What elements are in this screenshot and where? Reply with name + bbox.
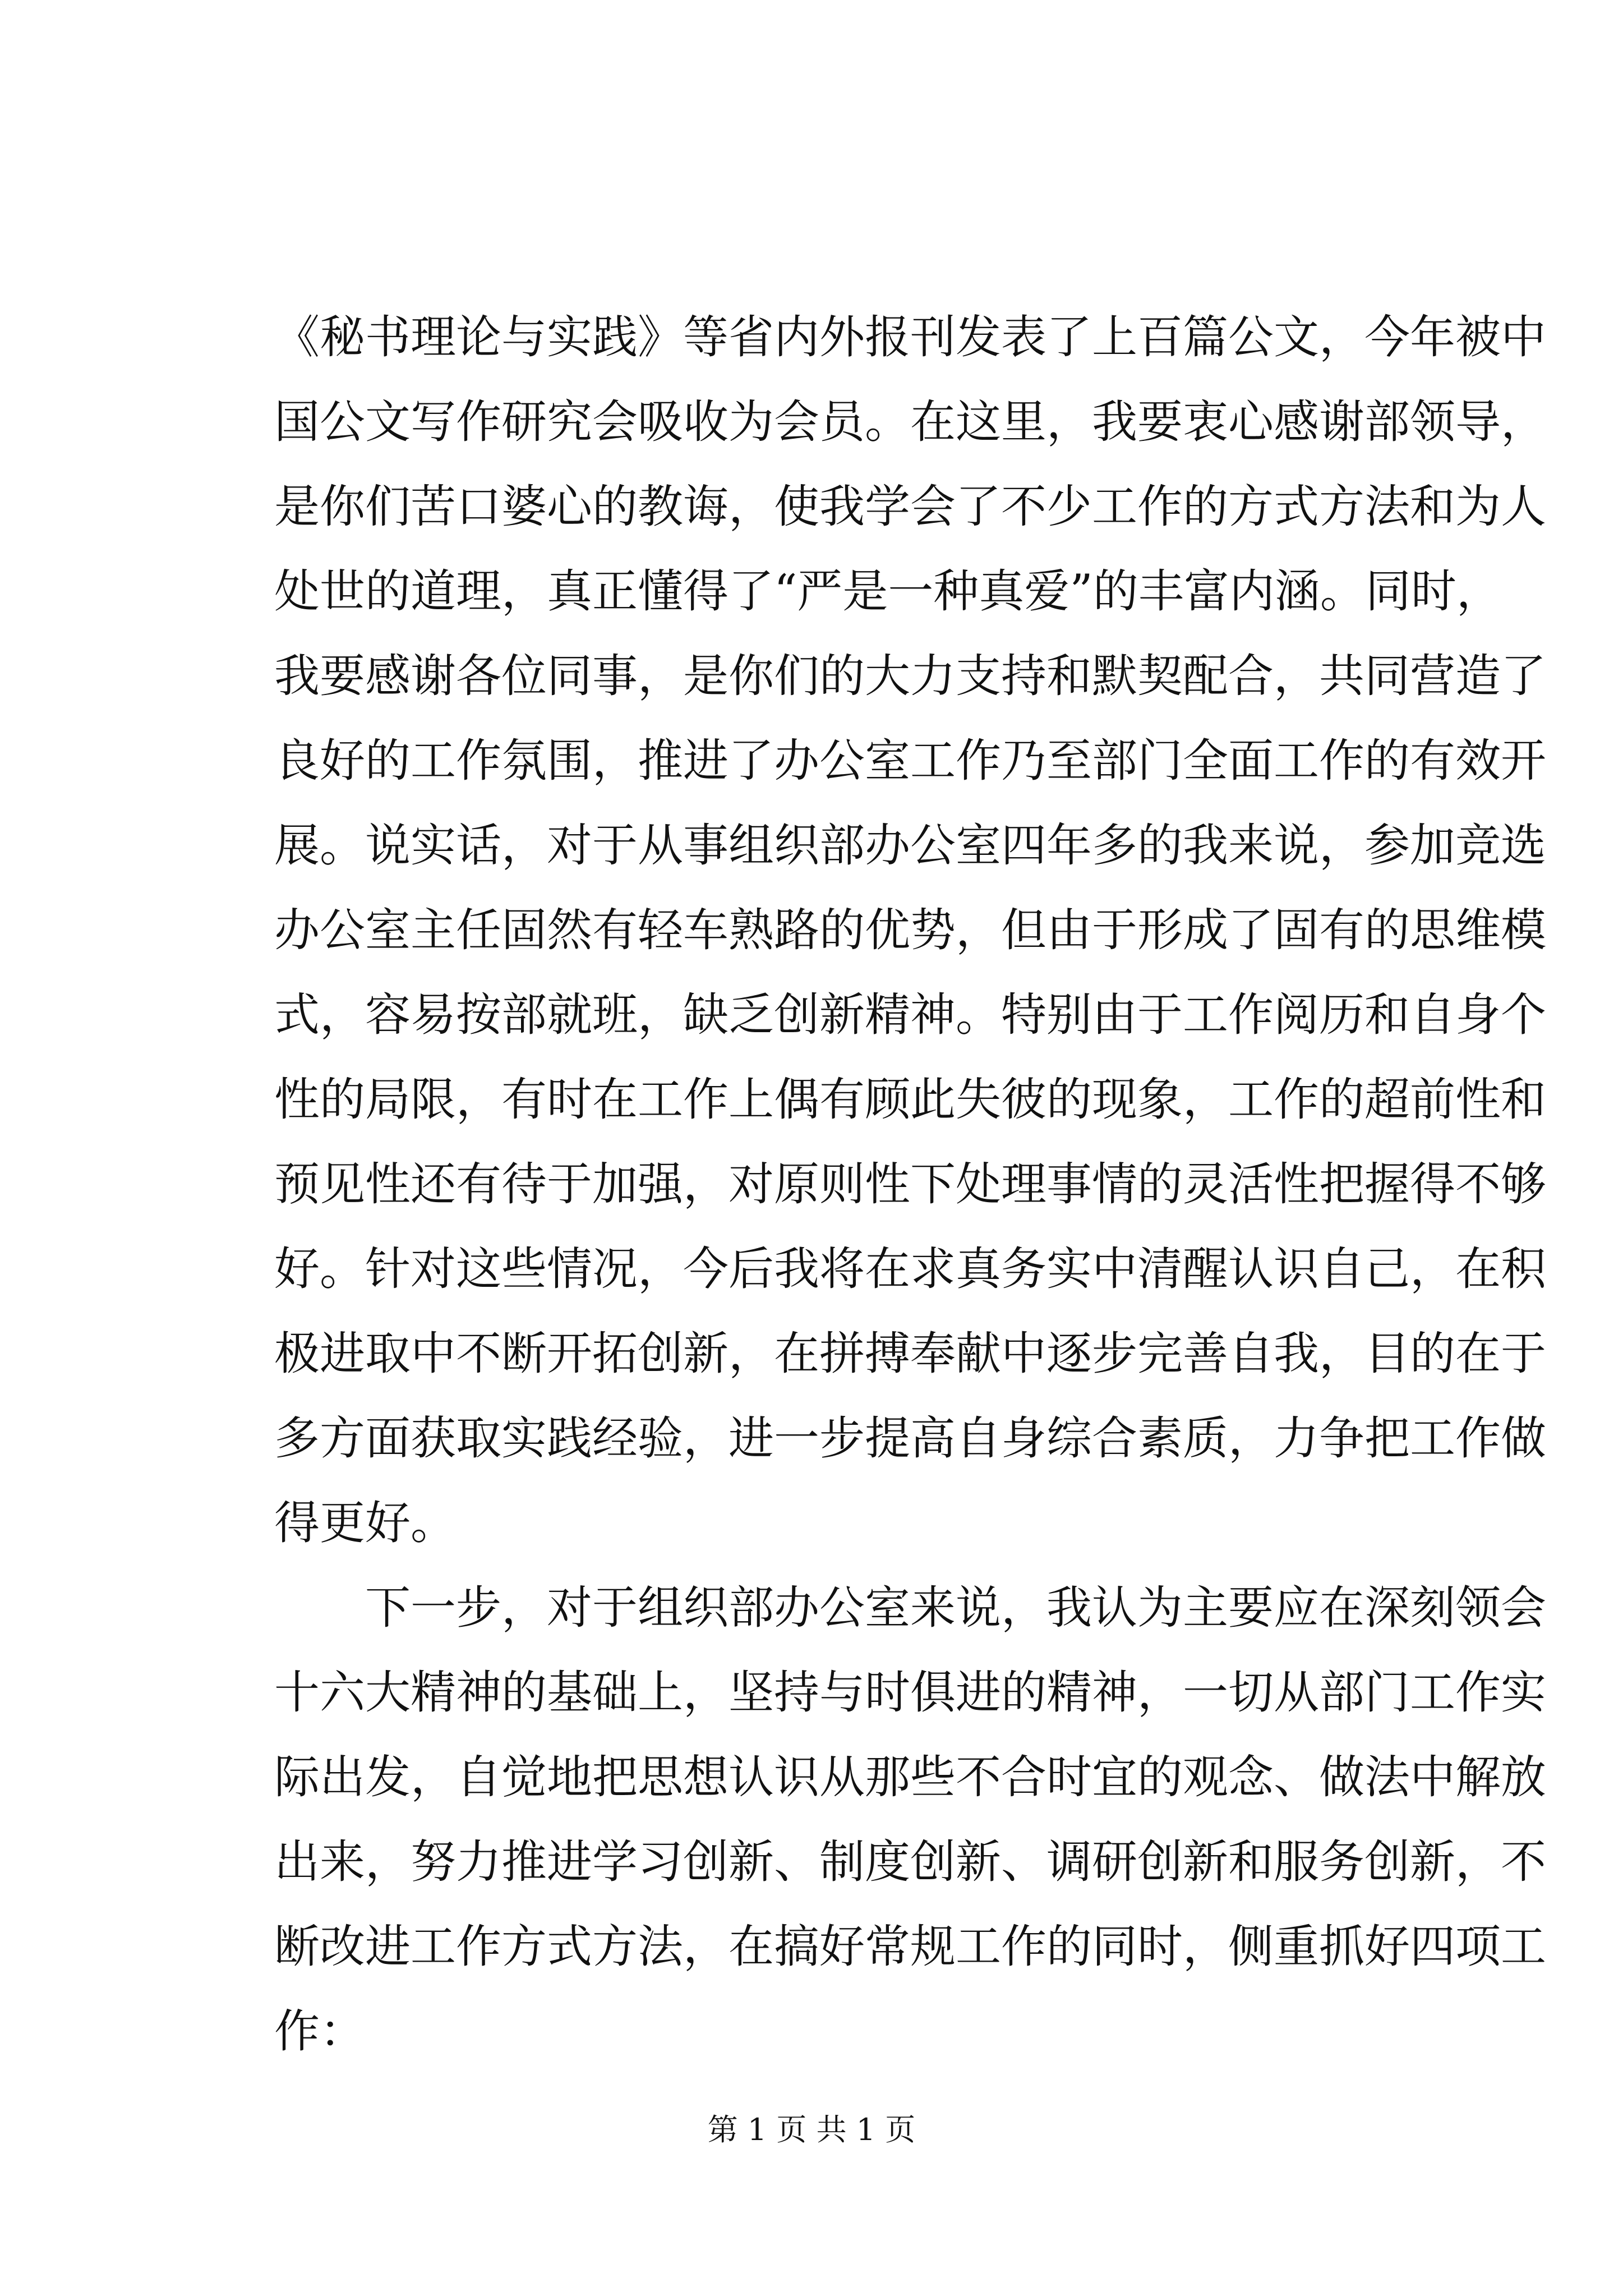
paragraph-1-line: 良好的工作氛围，推进了办公室工作乃至部门全面工作的有效开: [274, 735, 1547, 788]
paragraph-1-line: 多方面获取实践经验，进一步提高自身综合素质，力争把工作做: [274, 1412, 1547, 1465]
paragraph-1-line: 《秘书理论与实践》等省内外报刊发表了上百篇公文，今年被中: [274, 311, 1547, 364]
paragraph-2-line: 十六大精神的基础上，坚持与时俱进的精神，一切从部门工作实: [274, 1667, 1547, 1719]
paragraph-1-line: 性的局限，有时在工作上偶有顾此失彼的现象，工作的超前性和: [274, 1074, 1547, 1126]
paragraph-2-line: 出来，努力推进学习创新、制度创新、调研创新和服务创新，不: [274, 1836, 1547, 1889]
paragraph-1-line: 国公文写作研究会吸收为会员。在这里，我要衷心感谢部领导，: [274, 396, 1547, 449]
paragraph-1-line: 预见性还有待于加强，对原则性下处理事情的灵活性把握得不够: [274, 1158, 1547, 1211]
document-body: [274, 296, 1547, 2074]
paragraph-2-line: 断改进工作方式方法，在搞好常规工作的同时，侧重抓好四项工: [274, 1921, 1547, 1973]
page-footer: 第 1 页 共 1 页: [707, 2112, 916, 2147]
paragraph-1-line: 办公室主任固然有轻车熟路的优势，但由于形成了固有的思维模: [274, 904, 1547, 957]
paragraph-1-line: 好。针对这些情况，今后我将在求真务实中清醒认识自己，在积: [274, 1243, 1547, 1296]
paragraph-2-line: 际出发，自觉地把思想认识从那些不合时宜的观念、做法中解放: [274, 1751, 1547, 1804]
paragraph-1-line: 式，容易按部就班，缺乏创新精神。特别由于工作阅历和自身个: [274, 989, 1547, 1042]
paragraph-1-line: 是你们苦口婆心的教诲，使我学会了不少工作的方式方法和为人: [274, 481, 1547, 533]
paragraph-1-line: 展。说实话，对于从事组织部办公室四年多的我来说，参加竞选: [274, 820, 1547, 872]
paragraph-1-line: 处世的道理，真正懂得了“严是一种真爱”的丰富内涵。同时，: [274, 565, 1502, 618]
paragraph-2-line: 下一步，对于组织部办公室来说，我认为主要应在深刻领会: [365, 1582, 1547, 1635]
paragraph-2-line: 作：: [274, 2005, 366, 2058]
paragraph-1-line: 我要感谢各位同事，是你们的大力支持和默契配合，共同营造了: [274, 650, 1547, 703]
paragraph-1-line: 得更好。: [274, 1497, 457, 1550]
paragraph-1-line: 极进取中不断开拓创新，在拼搏奉献中逐步完善自我，目的在于: [274, 1328, 1547, 1381]
